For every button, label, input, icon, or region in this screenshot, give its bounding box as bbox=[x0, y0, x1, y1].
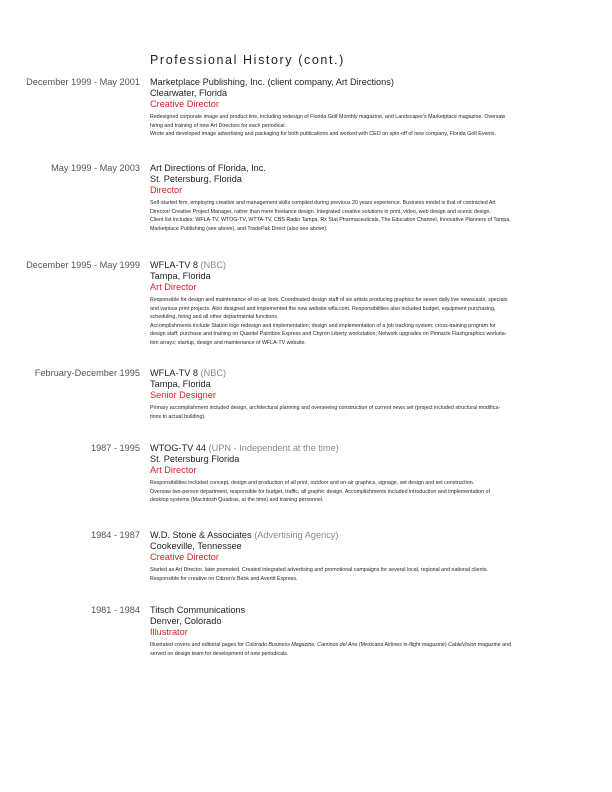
entry-role: Creative Director bbox=[150, 552, 219, 562]
entry-company bbox=[150, 530, 558, 541]
entry-role: Director bbox=[150, 185, 183, 195]
publication-title: Colorado Business Magazine, bbox=[245, 642, 316, 648]
company-name: Marketplace Publishing, Inc. (client company, Art Directions) bbox=[150, 77, 394, 87]
description-line: Client list includes: WFLA-TV, WTOG-TV, WTTA-TV, CBS Radio Tampa, Rx Stat Pharmaceuticals, The Education Channel, Innovative Planners of Tampa, bbox=[150, 217, 511, 223]
entry-dates: December 1999 - May 2001 bbox=[26, 77, 140, 87]
company-note: (UPN - Independent at the time) bbox=[208, 443, 339, 453]
description-line: Director/ Creative Project Manager, rather than mere freelance design. Integrated creative solutions in print, video, web design and scenic design. bbox=[150, 208, 491, 215]
entry-location: Cookeville, Tennessee bbox=[150, 541, 242, 551]
entry-description bbox=[150, 566, 558, 583]
company-name: W.D. Stone & Associates bbox=[150, 530, 252, 540]
description-line: Started as Art Director, later promoted. Created integrated advertising and promotional campaigns for several local, regional and national clients. bbox=[150, 567, 489, 573]
entry-location: St. Petersburg Florida bbox=[150, 454, 240, 464]
company-name: Titsch Communications bbox=[150, 605, 246, 615]
description-line: Redesigned corporate image and product line, including redesign of Florida Golf Monthly magazine, and Landscaper's Marketplace magazine. Oversaw bbox=[150, 114, 506, 120]
description-text: magazine and bbox=[476, 642, 512, 648]
description-line: Responsibilities included concept, design and production of all print, outdoor and on-air graphics, signage, set design and set construction. bbox=[150, 480, 475, 486]
entry-description bbox=[150, 113, 558, 139]
entry-role: Creative Director bbox=[150, 99, 219, 109]
description-line: Responsible for creative on Citizen's Bank and Averitt Express. bbox=[150, 575, 298, 582]
description-line: served on design team for development of new periodicals. bbox=[150, 650, 289, 657]
entry-description bbox=[150, 479, 558, 505]
entry-location: Clearwater, Florida bbox=[150, 88, 228, 98]
company-note: (NBC) bbox=[200, 368, 227, 378]
company-name: Art Directions of Florida, Inc. bbox=[150, 163, 266, 173]
entry-role: Art Director bbox=[150, 282, 197, 292]
entry-company bbox=[150, 443, 558, 454]
entry-location: St. Petersburg, Florida bbox=[150, 174, 242, 184]
description-line bbox=[150, 641, 558, 650]
description-line: Wrote and developed image advertising and packaging for both publications and worked with CEO on spin-off of new company, Florida Golf Events. bbox=[150, 131, 496, 137]
company-note: (NBC) bbox=[200, 260, 227, 270]
entry-description bbox=[150, 404, 558, 421]
description-line: tion arrays; startup, design and maintenance of WFLA-TV website. bbox=[150, 339, 307, 346]
entry-role: Art Director bbox=[150, 465, 197, 475]
entry-role: Senior Designer bbox=[150, 390, 216, 400]
entry-dates: February-December 1995 bbox=[34, 368, 140, 378]
description-line: Accomplishments include Station logo redesign and implementation; design and implementation of a job tracking system; cross-training program for bbox=[150, 322, 496, 329]
entry-description bbox=[150, 199, 558, 233]
entry-location: Denver, Colorado bbox=[150, 616, 222, 626]
entry-dates: 1981 - 1984 bbox=[90, 605, 140, 615]
publication-title: Caminos del Aire bbox=[317, 642, 358, 648]
company-name: WFLA-TV 8 bbox=[150, 368, 198, 378]
page-heading: Professional History (cont.) bbox=[150, 53, 345, 67]
entry-dates: 1987 - 1995 bbox=[90, 443, 140, 453]
entry-company bbox=[150, 260, 558, 271]
entry-description bbox=[150, 641, 558, 658]
description-line: design staff; purchase and training on Quantel Paintbox Express and Chyron Liberty workstation; Network upgrades on Pinnacle Flashgraphics worksta- bbox=[150, 331, 507, 337]
entry-location: Tampa, Florida bbox=[150, 271, 211, 281]
entry-dates: May 1999 - May 2003 bbox=[51, 163, 140, 173]
entry-description bbox=[150, 296, 558, 347]
description-line: tions to actual building). bbox=[150, 413, 206, 420]
entry-company bbox=[150, 368, 558, 379]
entry-dates: December 1995 - May 1999 bbox=[26, 260, 140, 270]
description-line: Responsible for design and maintenance of on-air look. Coordinated design staff of six artists producing graphics for seven daily live newscasts, specials bbox=[150, 297, 508, 303]
description-line: Self-started firm, employing creative and management skills compiled during previous 20 years experience. Business model is that of contracted Art bbox=[150, 200, 496, 206]
description-line: Oversaw two-person department, responsible for budget, traffic, all graphic design. Accomplishments included introduction and implementation of bbox=[150, 488, 490, 495]
description-line: scheduling, hiring and all other departmental functions. bbox=[150, 314, 279, 320]
description-text: Illustrated covers and editorial pages for bbox=[150, 642, 246, 648]
company-name: WFLA-TV 8 bbox=[150, 260, 198, 270]
description-line: desktop systems (Macintosh Quadras, at the time) and training personnel. bbox=[150, 497, 324, 503]
company-note: (Advertising Agency) bbox=[254, 530, 339, 540]
entry-company bbox=[150, 605, 558, 616]
entry-role: Illustrator bbox=[150, 627, 188, 637]
description-text: (Mexicana Airlines in-flight magazine) bbox=[357, 642, 449, 648]
entry-company bbox=[150, 77, 558, 88]
entry-company bbox=[150, 163, 558, 174]
company-name: WTOG-TV 44 bbox=[150, 443, 206, 453]
publication-title: CableVision bbox=[448, 642, 477, 648]
description-line: and various print projects. Also designed and implemented the new website wfla.com. Responsibilities also included budget, equipment purchasing, bbox=[150, 305, 496, 312]
entry-dates: 1984 - 1987 bbox=[90, 530, 140, 540]
description-line: Marketplace Publishing (see above), and TradePak Direct (also see above). bbox=[150, 225, 328, 232]
description-line: Primary accomplishment included design, architectural planning and overseeing construction of current news set (project included structural modifica- bbox=[150, 405, 501, 411]
entry-location: Tampa, Florida bbox=[150, 379, 211, 389]
description-line: hiring and training of new Art Directors for each periodical. bbox=[150, 122, 287, 129]
